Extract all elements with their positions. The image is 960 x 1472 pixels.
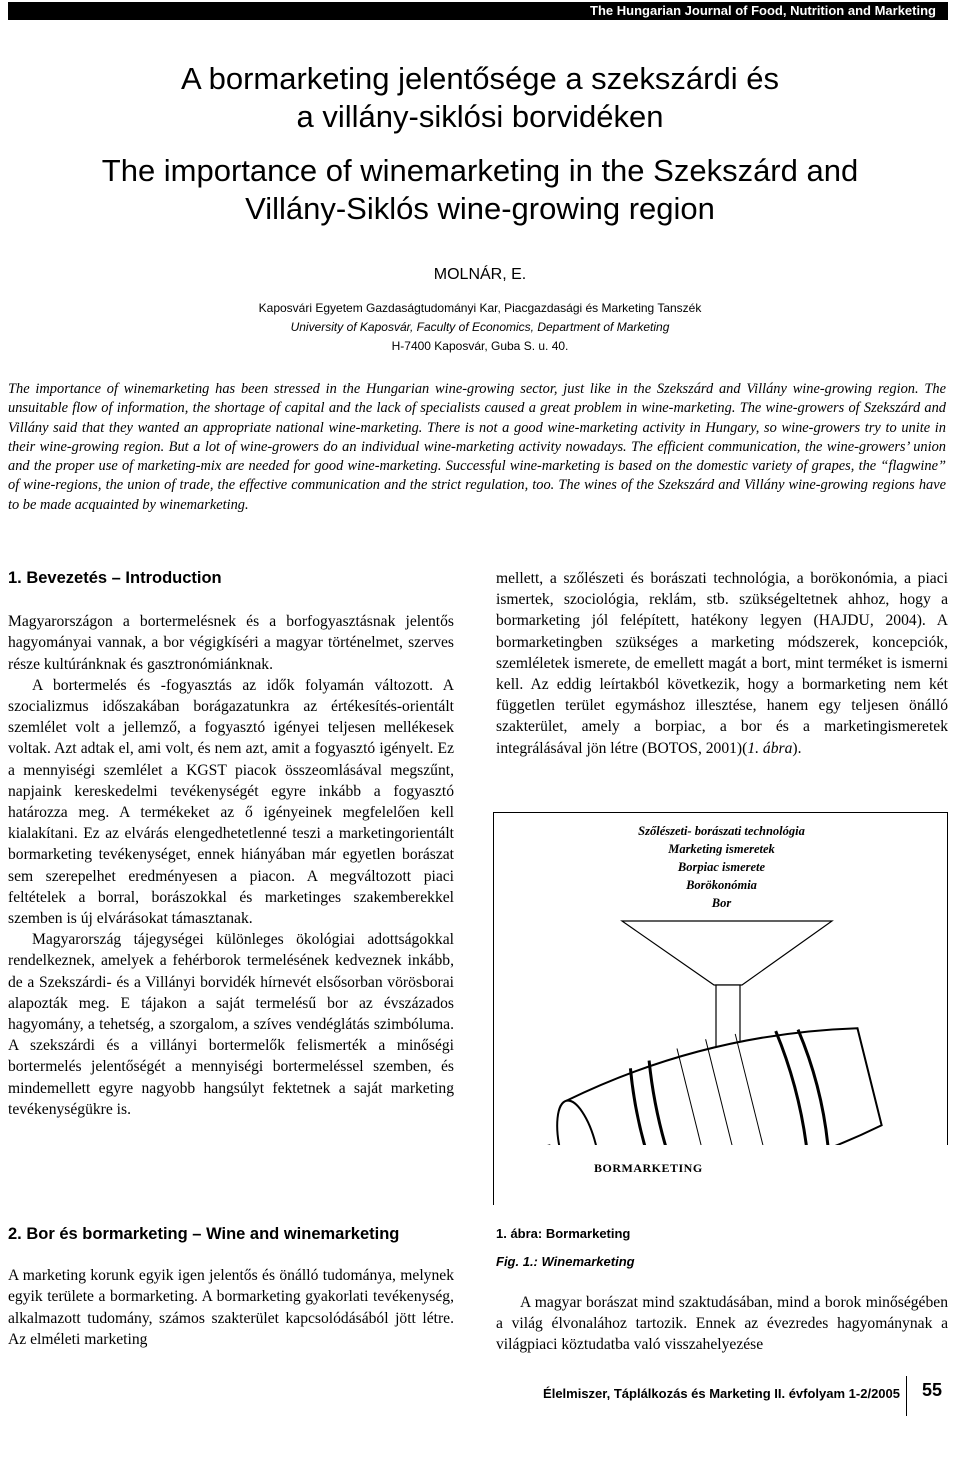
figure-bormarketing [493,812,948,1205]
section-introduction [8,568,454,1120]
title-en-line-2: Villány-Siklós wine-growing region [245,191,715,226]
journal-name: The Hungarian Journal of Food, Nutrition and Marketing [590,3,936,18]
section-2-heading: 2. Bor és bormarketing – Wine and winemarketing [8,1225,400,1243]
right-paragraph-1-text: mellett, a szőlészeti és borászati technológia, a borökonómia, a piaci ismertek, szociológia, reklám, stb. szükségeltetnek ahhoz, hogy a bormarketing jól felépített, hatékony legyen (HAJDU, 2004). A bormarketingben szükséges a marketing módszerek, koncepciók, szemléletek ismerete, de emellett magát a bort, mint terméket is ismerni kell. Az eddig leírtakból következik, hogy a bormarketing nem két független terület egymáshoz illesztése, hanem egy teljesen önálló szakterület, amely a borpiac, a bor és a marketingismeretek integrálásával jön létre (BOTOS, 2001)( [496,570,948,757]
right-paragraph-2: A magyar borászat mind szaktudásában, mind a borok minőségében a világ élvonalához tartozik. Ennek az évezredes hagyománynak a világpiaci köztudatba való visszahelyezése [496,1294,948,1354]
author-name: MOLNÁR, E. [433,266,527,283]
figure-caption-english: Fig. 1.: Winemarketing [496,1254,635,1269]
affiliation-address: H-7400 Kaposvár, Guba S. u. 40. [391,339,569,353]
right-paragraph-1 [496,568,948,759]
abstract: The importance of winemarketing has been stressed in the Hungarian wine-growing sector, just like in the Szekszárd and Villány wine-growing region. The unsuitable flow of information, the shortage of capital and the lack of specialists caused a great problem in wine-marketing. The wine-growers of Szekszárd and Villány said that they wanted an appropriate national wine-marketing. There is not a good wine-marketing activity in Hungary, so wine-growers try to unite in their wine-growing region. But a lot of wine-growers do an individual wine-marketing activity nowadays. The efficient communication, the wine-growers’ union and the proper use of marketing-mix are needed for good wine-marketing. Successful wine-marketing is based on the domestic variety of grapes, the “flagwine” of wine-regions, the union of trade, the effective communication and the strict regulation, too. The wines of the Szekszárd and Villány wine-growing regions have to be made acquainted by winemarketing. [8,381,946,513]
title-hungarian [0,60,960,136]
funnel-top [622,921,832,985]
figure-label-economics: Borökonómia [686,878,757,892]
figure-label-technology: Szőlészeti- borászati technológia [638,824,805,838]
figure-label-marketing: Marketing ismeretek [668,842,775,856]
page-number: 55 [922,1380,943,1400]
title-hu-line-2: a villány-siklósi borvidéken [296,99,664,134]
figure-reference: 1. ábra [747,739,793,757]
section-2-paragraph-1: A marketing korunk egyik igen jelentős és önálló tudománya, melynek egyik területe a bormarketing. A bormarketing gyakorlati tevékenység, alkalmazott tudomány, számos szakterület kapcsolódásából jött létre. Az elméleti marketing [8,1267,454,1348]
right-column-text [496,568,948,759]
figure-label-market: Borpiac ismerete [677,860,766,874]
journal-header-bar [8,2,948,20]
section-wine-marketing [8,1224,454,1350]
affiliation-english: University of Kaposvár, Faculty of Economics, Department of Marketing [290,320,670,334]
title-english [0,152,960,228]
intro-paragraph-3: Magyarország tájegységei különleges ökológiai adottságokkal rendelkeznek, amelyek a fehérborok termelésének kedveznek inkább, de a Szekszárdi- és a Villányi borvidék hírnevét elsősorban vörösborai alapozták meg. E tájakon a saját termelésű bor az évszázados hagyomány, a tehetség, a szorgalom, a szíves vendéglátás szimbóluma. A szekszárdi és a villányi bortermelők felismerték a minőségi bortermelés jelentőségét a mennyiségi bortermeléssel szemben, és mindemellett egyre nagyobb hangsúlyt fektetnek a saját marketing tevékenységükre is. [8,931,454,1118]
intro-paragraph-2: A bortermelés és -fogyasztás az idők folyamán változott. A szocializmus időszakában borágazatunkra az értékesítés-orientált szemlélet volt a jellemző, a fogyasztó igényei teljesen mellékesek voltak. Azt adtak el, ami volt, és nem azt, amit a fogyasztó igényelt. Ez a mennyiségi szemlélet a KGST piacok összeomlásával megszűnt, napjaink kereskedelmi tevékenységét egyre inkább a fogyasztó határozza meg. A termékeket az ő igényeinek megfelelően kell kialakítani. Ez az elvárás elengedhetetlenné teszi a marketingorientált bormarketing tevékenységet, ennek hiányában már egyetlen borászat sem szerepelhet eredményesen a piacon. A megváltozott piaci feltételek a borral, borászokkal és marketinges szakemberekkel szemben is új elvárásokat támasztanak. [8,676,454,928]
right-paragraph-1-end: ). [792,739,802,757]
barrel-label-area [494,1145,949,1206]
barrel-label: BORMARKETING [594,1161,703,1175]
affiliation-hungarian: Kaposvári Egyetem Gazdaságtudományi Kar, Piacgazdasági és Marketing Tanszék [258,301,702,315]
figure-caption-hungarian: 1. ábra: Bormarketing [496,1226,631,1241]
title-en-line-1: The importance of winemarketing in the Szekszárd and [101,153,859,188]
figure-label-wine: Bor [711,896,732,910]
right-column-text-2 [496,1292,948,1356]
funnel-barrel-drawing [494,813,949,1206]
section-1-heading: 1. Bevezetés – Introduction [8,569,222,587]
title-hu-line-1: A bormarketing jelentősége a szekszárdi és [181,61,779,96]
intro-paragraph-1: Magyarországon a bortermelésnek és a borfogyasztásnak jelentős hagyományai vannak, a bor végigkíséri a magyar történelmet, szerves része kultúránknak és gasztronómiánknak. [8,613,454,673]
footer-journal-info: Élelmiszer, Táplálkozás és Marketing II. évfolyam 1-2/2005 [543,1386,900,1401]
footer-divider [906,1376,907,1416]
